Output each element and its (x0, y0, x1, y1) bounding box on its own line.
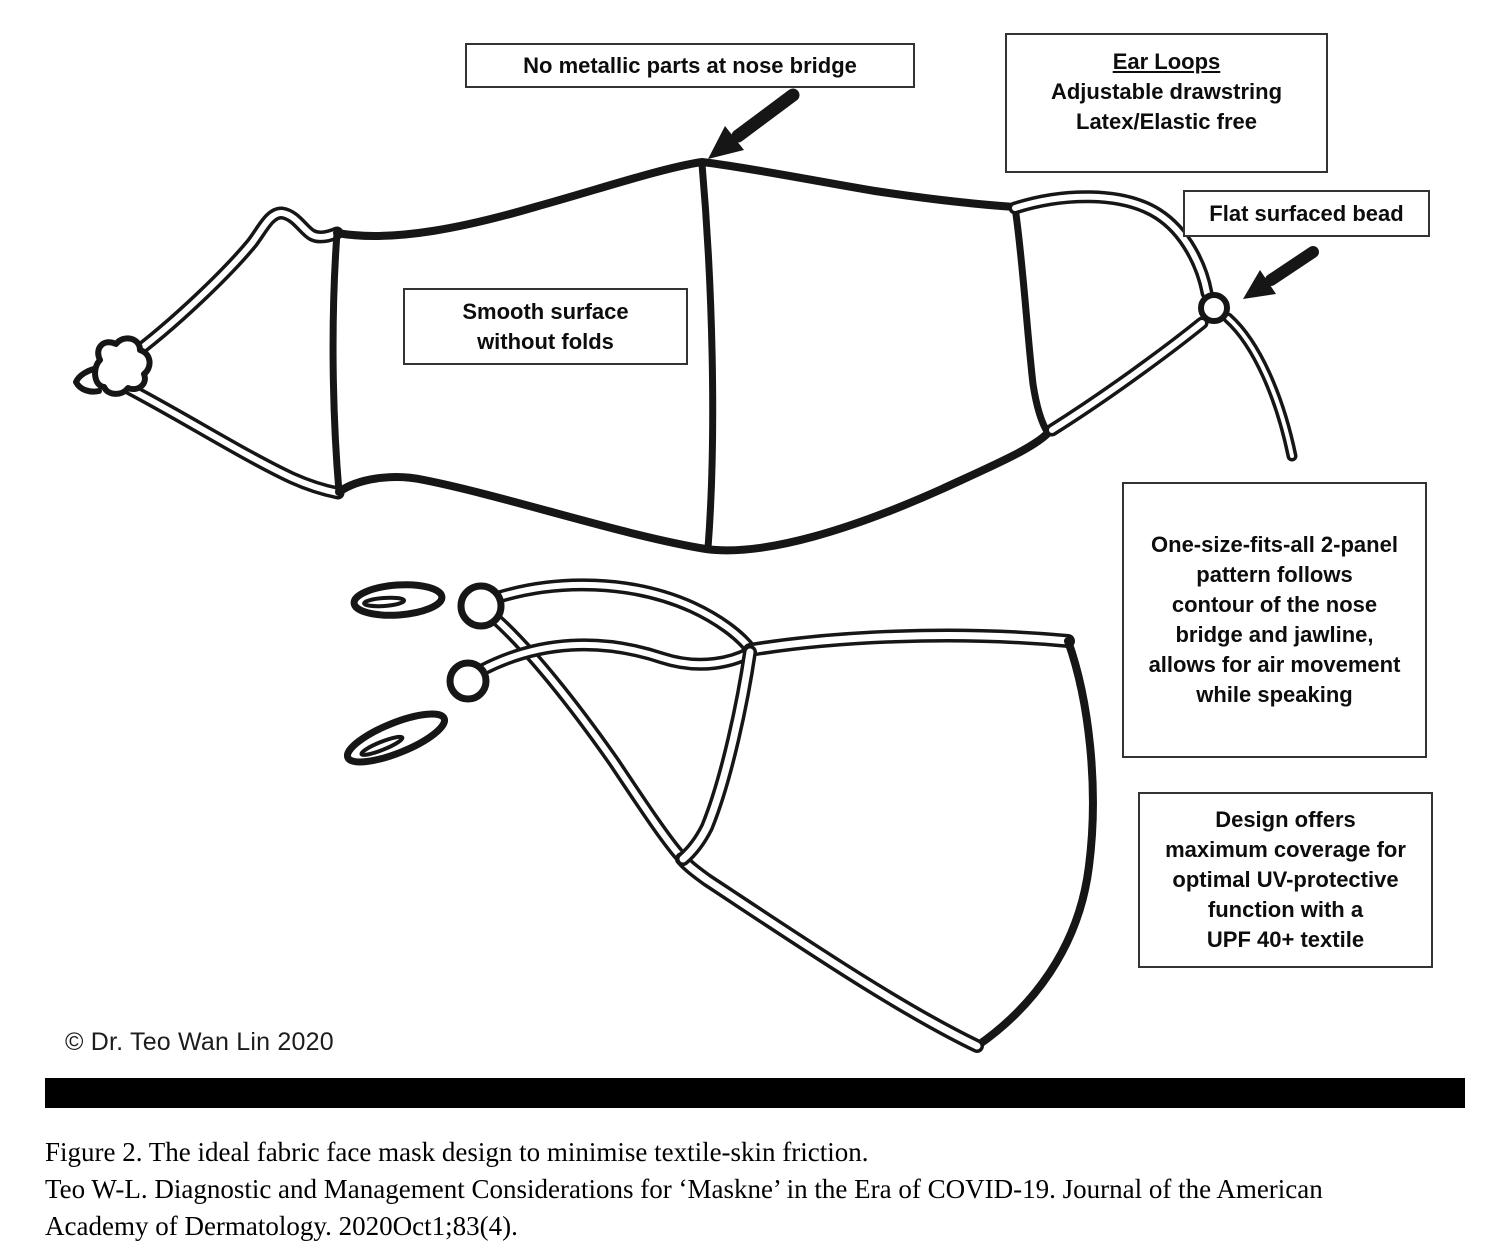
nose-bridge-arrow (708, 95, 793, 159)
left-knot-bead (76, 338, 150, 394)
label-text: maximum coverage for (1165, 837, 1406, 862)
top-mask-bottom-edge (339, 433, 1048, 550)
bottom-mask-drawing (342, 582, 1093, 1046)
label-smooth-surface (403, 288, 688, 365)
label-text: without folds (477, 328, 614, 354)
label-text: Flat surfaced bead (1209, 200, 1404, 226)
left-drawstring-cords (126, 213, 338, 493)
label-panel-pattern (1122, 482, 1427, 758)
caption-line-3: Academy of Dermatology. 2020Oct1;83(4). (45, 1211, 518, 1241)
label-no-metallic-parts (465, 43, 915, 88)
label-text: Smooth surface (462, 298, 629, 324)
top-mask-left-seam (333, 233, 339, 492)
top-mask-right-seam (1015, 207, 1048, 433)
label-flat-surfaced-bead (1183, 190, 1430, 237)
caption-line-1: Figure 2. The ideal fabric face mask design to minimise textile-skin friction. (45, 1137, 869, 1167)
label-text: No metallic parts at nose bridge (523, 52, 857, 78)
label-text: bridge and jawline, (1175, 622, 1374, 647)
label-text: contour of the nose (1171, 592, 1378, 617)
bottom-mask-right-edge (977, 641, 1093, 1046)
cord-lock-bead-lower (450, 663, 486, 699)
label-text: allows for air movement (1148, 652, 1401, 677)
label-text: One-size-fits-all 2-panel (1151, 532, 1398, 557)
flat-surfaced-bead (1201, 295, 1227, 321)
label-text: UPF 40+ textile (1206, 927, 1365, 952)
label-text: optimal UV-protective (1172, 867, 1399, 892)
ear-loops-line: Adjustable drawstring (1050, 79, 1283, 104)
caption-line-2: Teo W-L. Diagnostic and Management Considerations for ‘Maskne’ in the Era of COVID-19. Journal of the American (45, 1174, 1323, 1204)
top-mask-center-seam (702, 164, 713, 548)
lower-loop-tip (342, 705, 450, 772)
ear-loops-title: Ear Loops (1112, 49, 1221, 74)
label-text: while speaking (1196, 682, 1353, 707)
separator-bar (45, 1078, 1465, 1108)
upper-loop-tip (353, 582, 443, 618)
label-text: function with a (1207, 897, 1364, 922)
figure-caption (45, 1134, 1475, 1245)
label-uv-design (1138, 792, 1433, 968)
label-text: pattern follows (1196, 562, 1353, 587)
ear-loops-line: Latex/Elastic free (1076, 109, 1257, 134)
label-text: Design offers (1215, 807, 1356, 832)
top-mask-top-edge (337, 162, 1015, 236)
label-ear-loops (1005, 33, 1328, 173)
bead-arrow (1243, 252, 1313, 299)
bottom-mask-body (682, 636, 1093, 1046)
cord-lock-bead-upper (461, 586, 501, 626)
copyright-text: © Dr. Teo Wan Lin 2020 (65, 1028, 334, 1056)
